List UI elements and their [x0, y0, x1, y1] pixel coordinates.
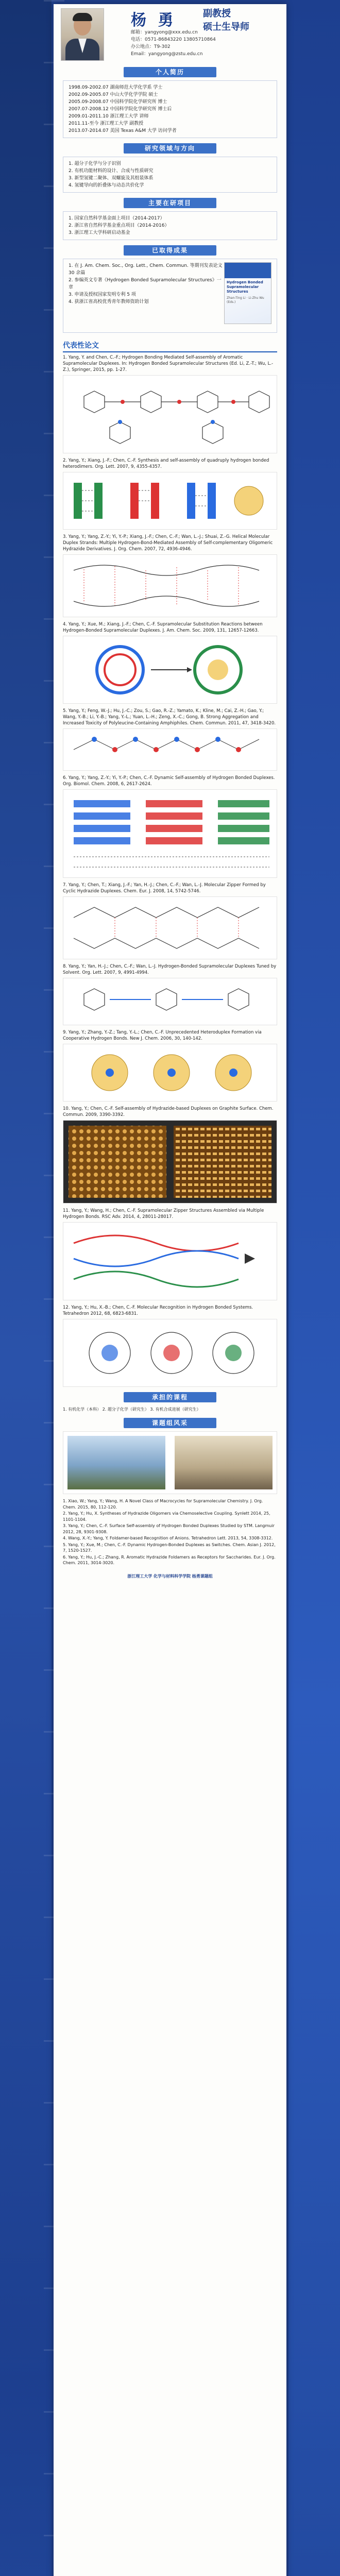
publication-entry: 8. Yang, Y.; Yan, H.-J.; Chen, C.-F.; Wan, L.-J. Hydrogen-Bonded Supramolecular Duplexes Tuned by Solvent. Org. Lett. 2007, 9, 4991-4994.: [63, 964, 277, 975]
figure-group-photos: [63, 1431, 277, 1494]
publication-entry: 12. Yang, Y.; Hu, X.-B.; Chen, C.-F. Molecular Recognition in Hydrogen Bonded Systems. Tetrahedron 2012, 68, 6823-6831.: [63, 1305, 253, 1316]
section-heading-highlights: 代表性论文: [63, 340, 277, 352]
person-name: 杨 勇: [131, 11, 177, 29]
research-item: 2. 有机功能材料的设计、合成与性质研究: [69, 168, 154, 174]
publication-entry: 9. Yang, Y.; Zhang, Y.-Z.; Tang, Y.-L.; Chen, C.-F. Unprecedented Heteroduplex Formation via Cooperative Hydrogen Bonds. New J. Chem. 2006, 30, 140-142.: [63, 1030, 262, 1041]
duplex-diagram: [63, 555, 277, 617]
publication-entry: 4. Yang, Y.; Xue, M.; Xiang, J.-F.; Chen, C.-F. Supramolecular Substitution Reactions between Hydrogen-Bonded Supramolecular Duplexes. J. Am. Chem. Soc. 2009, 131, 12657-12663.: [63, 622, 263, 633]
contact-line: 办公地点：T9-302: [131, 44, 171, 49]
reference-item: 3. Yang, Y.; Chen, C.-F. Surface Self-assembly of Hydrogen Bonded Duplexes Studied by STM. Langmuir 2012, 28, 9301-9308.: [63, 1523, 275, 1534]
book-cover: [224, 262, 271, 324]
contact-line: 电话：0571-86843220 13805710864: [131, 37, 216, 42]
reference-item: 5. Yang, Y.; Xue, M.; Chen, C.-F. Dynamic Hydrogen-Bonded Duplexes as Switches. Chem. Asian J. 2012, 7, 1520-1527.: [63, 1542, 276, 1553]
recognition-diagram: [63, 1319, 277, 1386]
resume-row: 2002.09-2005.07 中山大学化学学院 硕士: [69, 92, 158, 97]
research-box: [63, 157, 277, 193]
rank-line-2: 硕士生导师: [203, 22, 249, 32]
section-heading-photos: 课题组风采: [124, 1418, 216, 1428]
resume-row: 2013.07-2014.07 美国 Texas A&M 大学 访问学者: [69, 128, 177, 133]
contact-line[interactable]: Email：yangyong@zstu.edu.cn: [131, 52, 203, 57]
research-item: 1. 超分子化学与分子识别: [69, 161, 121, 166]
profile-sheet: [54, 4, 286, 2576]
contact-line: 邮箱：yangyong@xxx.edu.cn: [131, 30, 198, 35]
project-item: 3. 浙江理工大学科研启动基金: [69, 230, 130, 235]
book-editor: Zhan-Ting Li · Li-Zhu Wu (Eds.): [227, 296, 264, 304]
publication-entry: 7. Yang, Y.; Chen, T.; Xiang, J.-F.; Yan, H.-J.; Chen, C.-F.; Wan, L.-J. Molecular Zipper Formed by Cyclic Hydrazide Duplexes. Chem. Eur. J. 2008, 14, 5742-5746.: [63, 883, 266, 894]
projects-box: [63, 211, 277, 240]
research-item: 3. 新型氢键二聚体、双螺旋及其组装体系: [69, 176, 154, 181]
achievement-item: 3. 申请及授权国家发明专利 5 项: [69, 292, 136, 297]
macrocycle-diagram: [63, 636, 277, 703]
profile-header: [54, 4, 286, 62]
zipper-diagram: [63, 897, 277, 959]
resume-row: 1998.09-2002.07 湖南师范大学化学系 学士: [69, 85, 163, 90]
resume-row: 2009.01-2011.10 浙江理工大学 讲师: [69, 114, 149, 119]
section-heading-resume: 个人简历: [124, 67, 216, 77]
figure-macrocycle: [63, 636, 277, 704]
publication-entry: 11. Yang, Y.; Wang, H.; Chen, C.-F. Supramolecular Zipper Structures Assembled via Multiple Hydrogen Bonds. RSC Adv. 2014, 4, 28011-28017.: [63, 1208, 264, 1219]
project-item: 1. 国家自然科学基金面上项目（2014-2017）: [69, 216, 165, 221]
reference-item: 1. Xiao, W.; Yang, Y.; Wang, H. A Novel Class of Macrocycles for Supramolecular Chemistry. J. Org. Chem. 2015, 80, 112-120.: [63, 1499, 263, 1510]
resume-box: [63, 80, 277, 138]
reference-item: 4. Wang, X.-Y.; Yang, Y. Foldamer-based Recognition of Anions. Tetrahedron Lett. 2013, 54, 3308-3312.: [63, 1536, 273, 1540]
figure-zipper-structures: [63, 1222, 277, 1300]
rank-line-1: 副教授: [203, 8, 231, 19]
amphiphile-diagram: [63, 729, 277, 770]
publication-entry: 10. Yang, Y.; Chen, C.-F. Self-assembly of Hydrazide-based Duplexes on Graphite Surface. Chem. Commun. 2009, 3390-3392.: [63, 1106, 274, 1117]
courses-text: 1. 有机化学（本科） 2. 超分子化学（研究生） 3. 有机合成进展（研究生）: [63, 1407, 201, 1412]
achievement-item: 2. 参编英文专著《Hydrogen Bonded Supramolecular Structures》一章: [69, 278, 222, 290]
figure-hydrogen-bond: [63, 472, 277, 530]
project-item: 2. 浙江省自然科学基金重点项目（2014-2016）: [69, 223, 169, 228]
reference-item: 2. Yang, Y.; Hu, X. Syntheses of Hydrazide Oligomers via Chemoselective Coupling. Synlett 2014, 25, 1101-1104.: [63, 1511, 270, 1522]
reference-item: 6. Yang, Y.; Hu, J.-C.; Zhang, R. Aromatic Hydrazide Foldamers as Receptors for Saccharides. Eur. J. Org. Chem. 2011, 3014-3020.: [63, 1554, 276, 1565]
molecule-diagram: [63, 376, 277, 453]
section-heading-achievements: 已取得成果: [124, 245, 216, 256]
solvent-diagram: [63, 978, 277, 1025]
book-title: Hydrogen Bonded Supramolecular Structures: [227, 280, 263, 294]
research-item: 4. 氢键导向的折叠体与动态共价化学: [69, 183, 144, 188]
figure-zipper: [63, 896, 277, 959]
figure-amphiphile: [63, 728, 277, 771]
publication-entry: 6. Yang, Y.; Yang, Z.-Y.; Yi, Y.-P.; Chen, C.-F. Dynamic Self-assembly of Hydrogen Bonded Duplexes. Org. Biomol. Chem. 2008, 6, 2617-2624.: [63, 775, 275, 787]
publication-entry: 5. Yang, Y.; Feng, W.-J.; Hu, J.-C.; Zou, S.; Gao, R.-Z.; Yamato, K.; Kline, M.; Cai, Z.-H.; Gao, Y.; Wang, Y.-B.; Li, Y.-B.; Yang, Y.-L.; Yuan, L.-H.; Zeng, X.-C.; Gong, B. Strong Aggregation and Increased Toxicity of Polyleucine-Containing Amphiphiles. Chem. Commun. 2011, 47, 3418-3420.: [63, 708, 276, 726]
zipper-structures-diagram: [63, 1223, 277, 1300]
publication-entry: 3. Yang, Y.; Yang, Z.-Y.; Yi, Y.-P.; Xiang, J.-F.; Chen, C.-F.; Wan, L.-J.; Shuai, Z.-G. Helical Molecular Duplex Strands: Multiple Hydrogen-Bond-Mediated Assembly of Self-complementary Oligomeric Hydrazide Derivatives. J. Org. Chem. 2007, 72, 4936-4946.: [63, 534, 273, 552]
heteroduplex-diagram: [63, 1044, 277, 1101]
resume-row: 2005.09-2008.07 中国科学院化学研究所 博士: [69, 99, 167, 105]
publication-entry: 1. Yang, Y. and Chen, C.-F.; Hydrogen Bonding Mediated Self-assembly of Aromatic Supramolecular Duplexes. In: Hydrogen Bonded Supramolecular Structures (Ed. Li, Z.-T.; Wu, L.-Z.), Springer, 2015, pp. 1-27.: [63, 355, 274, 372]
reference-list: [63, 1498, 277, 1566]
stm-diagram: [63, 1121, 277, 1203]
footer-copyright: 浙江理工大学 化学与材料科学学院 杨勇课题组: [127, 1573, 213, 1579]
figure-stm-images: [63, 1120, 277, 1204]
lab-photo: [175, 1436, 273, 1489]
right-decorative-band: [288, 0, 340, 2576]
figure-recognition: [63, 1319, 277, 1387]
section-heading-courses: 承担的课程: [124, 1392, 216, 1402]
figure-solvent: [63, 978, 277, 1025]
publication-entry: 2. Yang, Y.; Xiang, J.-F.; Chen, C.-F. Synthesis and self-assembly of quadruply hydrogen bonded heterodimers. Org. Lett. 2007, 9, 4355-4357.: [63, 458, 269, 469]
profile-photo: [61, 8, 104, 61]
achievement-item: 4. 获浙江省高校优秀青年教师资助计划: [69, 299, 149, 304]
self-assembly-diagram: [63, 790, 277, 877]
contact-info: [131, 29, 216, 58]
achievements-box: [63, 259, 277, 333]
figure-heteroduplex: [63, 1044, 277, 1101]
figure-structures: [63, 375, 277, 453]
achievement-item: 1. 在 J. Am. Chem. Soc., Org. Lett., Chem. Commun. 等期刊发表论文 30 余篇: [69, 263, 223, 276]
resume-row: 2007.07-2008.12 中国科学院化学研究所 博士后: [69, 107, 172, 112]
figure-duplex: [63, 554, 277, 617]
group-photo: [67, 1436, 165, 1489]
section-heading-research: 研究领域与方向: [124, 143, 216, 154]
section-heading-projects: 主要在研项目: [124, 198, 216, 208]
figure-self-assembly: [63, 789, 277, 878]
resume-row: 2011.11-至今 浙江理工大学 副教授: [69, 121, 144, 126]
hbond-diagram: [63, 472, 277, 529]
